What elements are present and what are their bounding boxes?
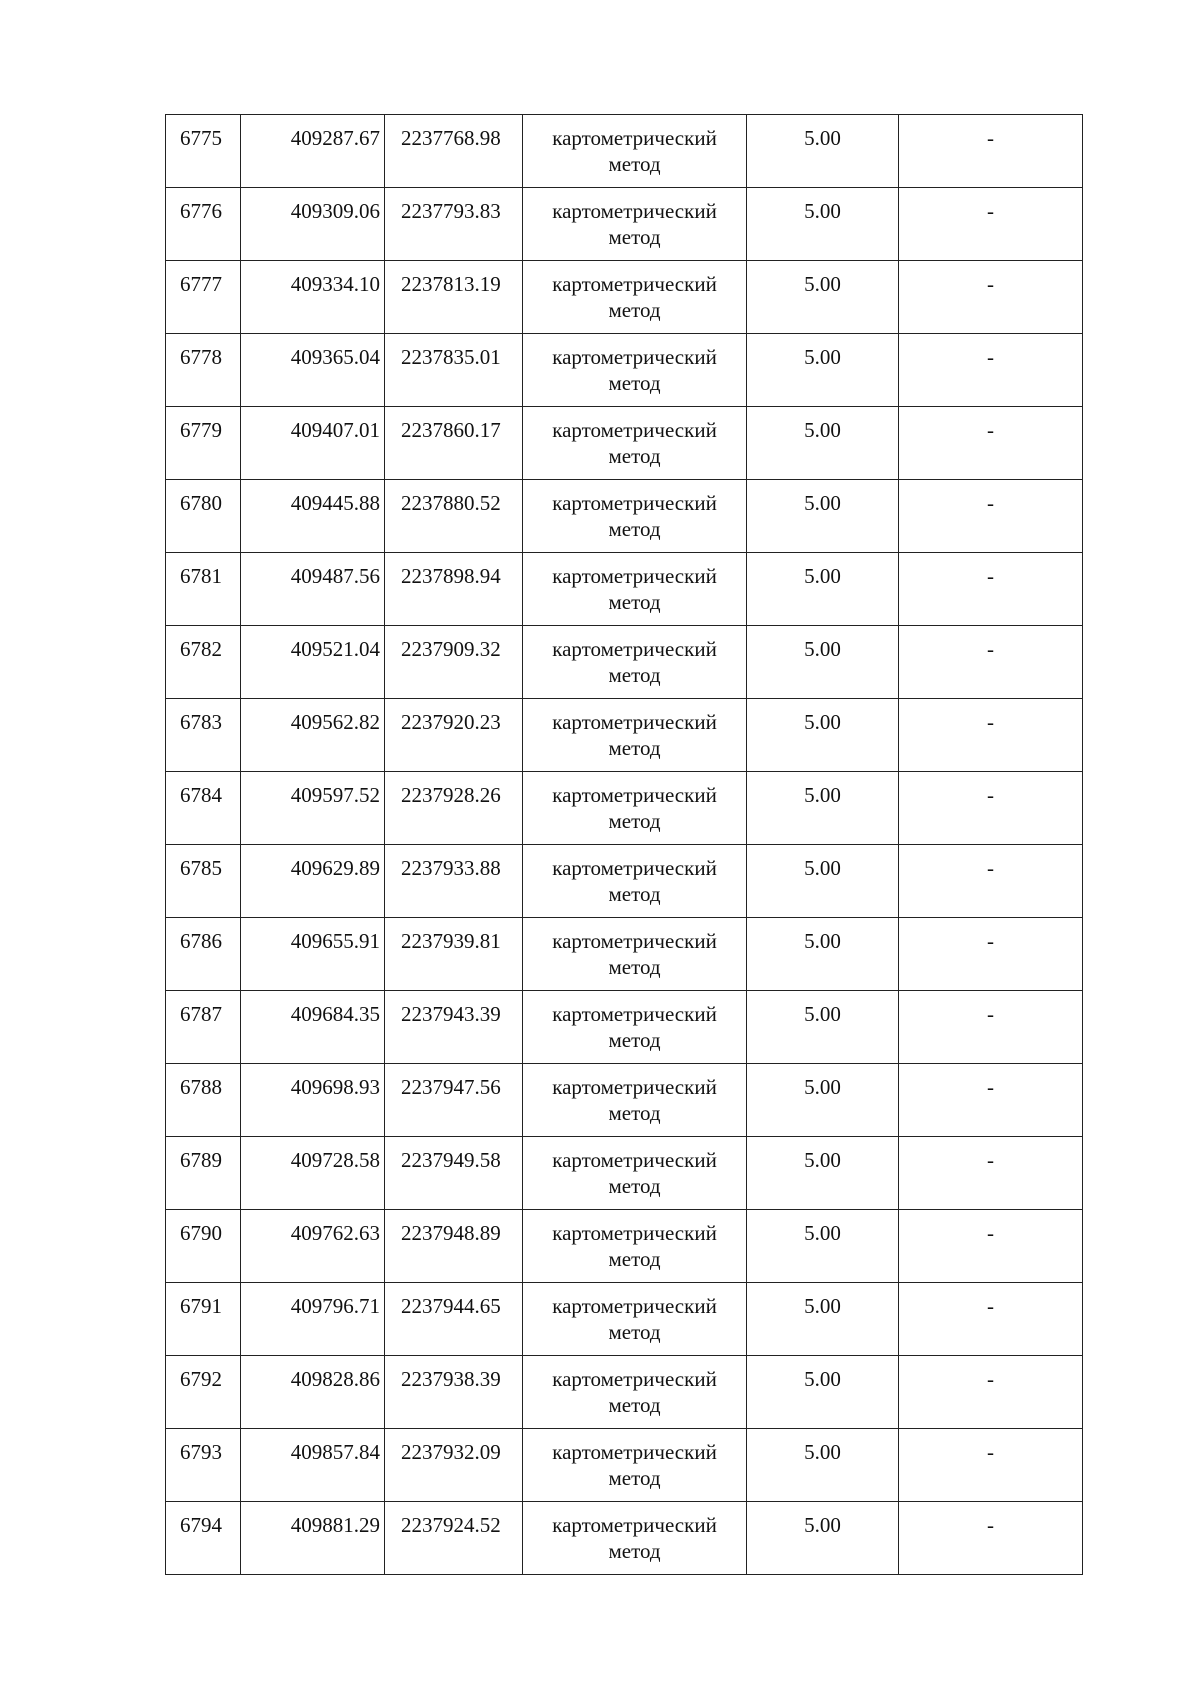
coordinates-table: [165, 114, 1083, 1575]
accuracy-cell: 5.00: [747, 1283, 899, 1356]
x-coordinate-cell: 409597.52: [241, 772, 385, 845]
x-coordinate-cell: 409828.86: [241, 1356, 385, 1429]
method-cell: картометрический метод: [523, 407, 747, 480]
description-cell: -: [899, 1283, 1083, 1356]
coordinates-table-body: [166, 115, 1083, 1575]
table-row: [166, 261, 1083, 334]
accuracy-cell: 5.00: [747, 480, 899, 553]
point-number-cell: 6793: [166, 1429, 241, 1502]
y-coordinate-cell: 2237939.81: [385, 918, 523, 991]
method-cell: картометрический метод: [523, 699, 747, 772]
y-coordinate-cell: 2237949.58: [385, 1137, 523, 1210]
y-coordinate-cell: 2237943.39: [385, 991, 523, 1064]
description-cell: -: [899, 1356, 1083, 1429]
table-row: [166, 1502, 1083, 1575]
x-coordinate-cell: 409629.89: [241, 845, 385, 918]
point-number-cell: 6787: [166, 991, 241, 1064]
point-number-cell: 6779: [166, 407, 241, 480]
table-row: [166, 991, 1083, 1064]
description-cell: -: [899, 699, 1083, 772]
table-row: [166, 1356, 1083, 1429]
description-cell: -: [899, 188, 1083, 261]
point-number-cell: 6783: [166, 699, 241, 772]
description-cell: -: [899, 334, 1083, 407]
y-coordinate-cell: 2237928.26: [385, 772, 523, 845]
table-row: [166, 918, 1083, 991]
y-coordinate-cell: 2237932.09: [385, 1429, 523, 1502]
method-cell: картометрический метод: [523, 1429, 747, 1502]
method-cell: картометрический метод: [523, 115, 747, 188]
point-number-cell: 6790: [166, 1210, 241, 1283]
y-coordinate-cell: 2237909.32: [385, 626, 523, 699]
x-coordinate-cell: 409407.01: [241, 407, 385, 480]
method-cell: картометрический метод: [523, 553, 747, 626]
description-cell: -: [899, 261, 1083, 334]
accuracy-cell: 5.00: [747, 699, 899, 772]
x-coordinate-cell: 409445.88: [241, 480, 385, 553]
point-number-cell: 6782: [166, 626, 241, 699]
y-coordinate-cell: 2237920.23: [385, 699, 523, 772]
point-number-cell: 6778: [166, 334, 241, 407]
y-coordinate-cell: 2237947.56: [385, 1064, 523, 1137]
method-cell: картометрический метод: [523, 188, 747, 261]
table-row: [166, 626, 1083, 699]
table-row: [166, 1064, 1083, 1137]
description-cell: -: [899, 553, 1083, 626]
table-row: [166, 480, 1083, 553]
accuracy-cell: 5.00: [747, 188, 899, 261]
accuracy-cell: 5.00: [747, 1502, 899, 1575]
method-cell: картометрический метод: [523, 1502, 747, 1575]
accuracy-cell: 5.00: [747, 1429, 899, 1502]
accuracy-cell: 5.00: [747, 553, 899, 626]
y-coordinate-cell: 2237898.94: [385, 553, 523, 626]
method-cell: картометрический метод: [523, 1283, 747, 1356]
method-cell: картометрический метод: [523, 334, 747, 407]
x-coordinate-cell: 409309.06: [241, 188, 385, 261]
description-cell: -: [899, 1502, 1083, 1575]
point-number-cell: 6781: [166, 553, 241, 626]
table-row: [166, 1137, 1083, 1210]
point-number-cell: 6784: [166, 772, 241, 845]
y-coordinate-cell: 2237938.39: [385, 1356, 523, 1429]
x-coordinate-cell: 409684.35: [241, 991, 385, 1064]
method-cell: картометрический метод: [523, 1210, 747, 1283]
x-coordinate-cell: 409562.82: [241, 699, 385, 772]
description-cell: -: [899, 407, 1083, 480]
accuracy-cell: 5.00: [747, 845, 899, 918]
table-row: [166, 845, 1083, 918]
accuracy-cell: 5.00: [747, 1356, 899, 1429]
x-coordinate-cell: 409881.29: [241, 1502, 385, 1575]
description-cell: -: [899, 1064, 1083, 1137]
y-coordinate-cell: 2237813.19: [385, 261, 523, 334]
method-cell: картометрический метод: [523, 1064, 747, 1137]
point-number-cell: 6780: [166, 480, 241, 553]
point-number-cell: 6788: [166, 1064, 241, 1137]
point-number-cell: 6789: [166, 1137, 241, 1210]
x-coordinate-cell: 409698.93: [241, 1064, 385, 1137]
method-cell: картометрический метод: [523, 480, 747, 553]
x-coordinate-cell: 409287.67: [241, 115, 385, 188]
y-coordinate-cell: 2237948.89: [385, 1210, 523, 1283]
point-number-cell: 6775: [166, 115, 241, 188]
description-cell: -: [899, 480, 1083, 553]
y-coordinate-cell: 2237880.52: [385, 480, 523, 553]
y-coordinate-cell: 2237944.65: [385, 1283, 523, 1356]
y-coordinate-cell: 2237768.98: [385, 115, 523, 188]
point-number-cell: 6794: [166, 1502, 241, 1575]
table-row: [166, 407, 1083, 480]
method-cell: картометрический метод: [523, 1137, 747, 1210]
y-coordinate-cell: 2237793.83: [385, 188, 523, 261]
accuracy-cell: 5.00: [747, 991, 899, 1064]
point-number-cell: 6786: [166, 918, 241, 991]
x-coordinate-cell: 409365.04: [241, 334, 385, 407]
accuracy-cell: 5.00: [747, 1064, 899, 1137]
table-row: [166, 699, 1083, 772]
table-row: [166, 334, 1083, 407]
method-cell: картометрический метод: [523, 845, 747, 918]
accuracy-cell: 5.00: [747, 261, 899, 334]
accuracy-cell: 5.00: [747, 626, 899, 699]
accuracy-cell: 5.00: [747, 407, 899, 480]
x-coordinate-cell: 409487.56: [241, 553, 385, 626]
description-cell: -: [899, 1137, 1083, 1210]
y-coordinate-cell: 2237860.17: [385, 407, 523, 480]
x-coordinate-cell: 409762.63: [241, 1210, 385, 1283]
method-cell: картометрический метод: [523, 1356, 747, 1429]
method-cell: картометрический метод: [523, 626, 747, 699]
description-cell: -: [899, 1429, 1083, 1502]
x-coordinate-cell: 409655.91: [241, 918, 385, 991]
table-row: [166, 188, 1083, 261]
accuracy-cell: 5.00: [747, 772, 899, 845]
method-cell: картометрический метод: [523, 261, 747, 334]
method-cell: картометрический метод: [523, 991, 747, 1064]
accuracy-cell: 5.00: [747, 918, 899, 991]
table-row: [166, 772, 1083, 845]
x-coordinate-cell: 409728.58: [241, 1137, 385, 1210]
description-cell: -: [899, 1210, 1083, 1283]
table-row: [166, 1283, 1083, 1356]
accuracy-cell: 5.00: [747, 1137, 899, 1210]
description-cell: -: [899, 626, 1083, 699]
point-number-cell: 6785: [166, 845, 241, 918]
point-number-cell: 6777: [166, 261, 241, 334]
point-number-cell: 6792: [166, 1356, 241, 1429]
point-number-cell: 6776: [166, 188, 241, 261]
y-coordinate-cell: 2237933.88: [385, 845, 523, 918]
point-number-cell: 6791: [166, 1283, 241, 1356]
x-coordinate-cell: 409334.10: [241, 261, 385, 334]
x-coordinate-cell: 409796.71: [241, 1283, 385, 1356]
description-cell: -: [899, 115, 1083, 188]
description-cell: -: [899, 991, 1083, 1064]
description-cell: -: [899, 845, 1083, 918]
description-cell: -: [899, 918, 1083, 991]
y-coordinate-cell: 2237835.01: [385, 334, 523, 407]
accuracy-cell: 5.00: [747, 334, 899, 407]
table-row: [166, 115, 1083, 188]
method-cell: картометрический метод: [523, 772, 747, 845]
table-row: [166, 553, 1083, 626]
description-cell: -: [899, 772, 1083, 845]
accuracy-cell: 5.00: [747, 1210, 899, 1283]
accuracy-cell: 5.00: [747, 115, 899, 188]
x-coordinate-cell: 409521.04: [241, 626, 385, 699]
x-coordinate-cell: 409857.84: [241, 1429, 385, 1502]
method-cell: картометрический метод: [523, 918, 747, 991]
table-row: [166, 1210, 1083, 1283]
table-row: [166, 1429, 1083, 1502]
y-coordinate-cell: 2237924.52: [385, 1502, 523, 1575]
